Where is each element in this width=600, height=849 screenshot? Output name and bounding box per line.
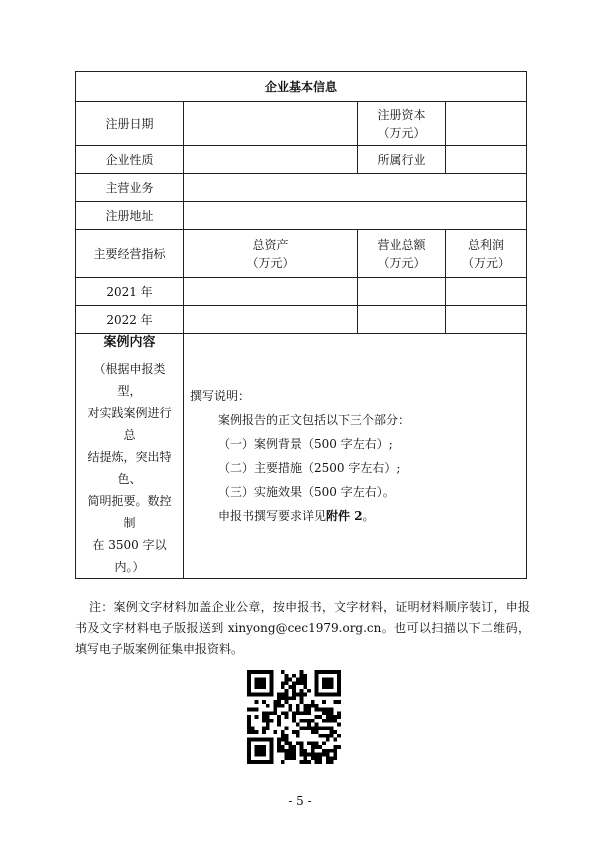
year-2022-label: 2022 年 bbox=[76, 306, 184, 334]
revenue-2021-field[interactable] bbox=[358, 278, 446, 306]
instructions-item: （一）案例背景（500 字左右）; bbox=[218, 437, 393, 451]
case-sub-line: 在 3500 字以内。） bbox=[92, 538, 167, 574]
case-content-label bbox=[76, 334, 184, 579]
reg-address-field[interactable] bbox=[184, 202, 527, 230]
instructions-item: （二）主要措施（2500 字左右）; bbox=[218, 461, 401, 475]
revenue-unit: （万元） bbox=[377, 255, 426, 270]
total-assets-title: 总资产 bbox=[252, 237, 289, 252]
instructions-intro: 案例报告的正文包括以下三个部分： bbox=[218, 413, 411, 427]
total-assets-header bbox=[184, 230, 358, 278]
case-sub-line: 对实践案例进行总 bbox=[87, 406, 172, 442]
revenue-title: 营业总额 bbox=[377, 237, 426, 252]
case-sub-line: 结提炼，突出特色、 bbox=[87, 450, 172, 486]
case-sub-line: （根据申报类型， bbox=[93, 362, 166, 398]
footnote: 注：案例文字材料加盖企业公章，按申报书，文字材料，证明材料顺序装订，申报书及文字材料电子版报送到 xinyong@cec1979.org.cn。也可以扫描以下二维码，填写电子版案例征集申报资料。 bbox=[75, 600, 530, 656]
profit-header bbox=[446, 230, 527, 278]
profit-unit: （万元） bbox=[462, 255, 511, 270]
instructions-heading: 撰写说明： bbox=[190, 389, 251, 403]
page-number: - 5 - bbox=[288, 794, 312, 808]
revenue-header bbox=[358, 230, 446, 278]
footer-prefix: 申报书撰写要求详见 bbox=[218, 509, 327, 523]
instructions-item: （三）实施效果（500 字左右）。 bbox=[218, 485, 395, 499]
table-header: 企业基本信息 bbox=[76, 72, 527, 102]
reg-date-label: 注册日期 bbox=[76, 102, 184, 146]
instructions-footer bbox=[190, 504, 526, 528]
reg-capital-unit: （万元） bbox=[377, 125, 426, 140]
year-2021-label: 2021 年 bbox=[76, 278, 184, 306]
total-assets-unit: （万元） bbox=[246, 255, 295, 270]
profit-2021-field[interactable] bbox=[446, 278, 527, 306]
enterprise-info-table bbox=[75, 71, 527, 579]
reg-capital-title: 注册资本 bbox=[377, 107, 426, 122]
profit-2022-field[interactable] bbox=[446, 306, 527, 334]
assets-2021-field[interactable] bbox=[184, 278, 358, 306]
revenue-2022-field[interactable] bbox=[358, 306, 446, 334]
qr-code[interactable] bbox=[247, 670, 341, 764]
main-business-label: 主营业务 bbox=[76, 174, 184, 202]
nature-label: 企业性质 bbox=[76, 146, 184, 174]
footer-suffix: 。 bbox=[362, 509, 375, 523]
main-business-field[interactable] bbox=[184, 174, 527, 202]
case-sub-line: 简明扼要。数控制 bbox=[87, 494, 172, 530]
reg-date-field[interactable] bbox=[184, 102, 358, 146]
indicators-label: 主要经营指标 bbox=[76, 230, 184, 278]
nature-field[interactable] bbox=[184, 146, 358, 174]
case-title: 案例内容 bbox=[103, 335, 156, 350]
industry-field[interactable] bbox=[446, 146, 527, 174]
assets-2022-field[interactable] bbox=[184, 306, 358, 334]
reg-capital-label bbox=[358, 102, 446, 146]
footer-attachment: 附件 2 bbox=[326, 509, 363, 523]
reg-capital-field[interactable] bbox=[446, 102, 527, 146]
profit-title: 总利润 bbox=[468, 237, 505, 252]
instructions bbox=[184, 384, 526, 528]
case-content-field[interactable] bbox=[184, 334, 527, 579]
industry-label: 所属行业 bbox=[358, 146, 446, 174]
reg-address-label: 注册地址 bbox=[76, 202, 184, 230]
